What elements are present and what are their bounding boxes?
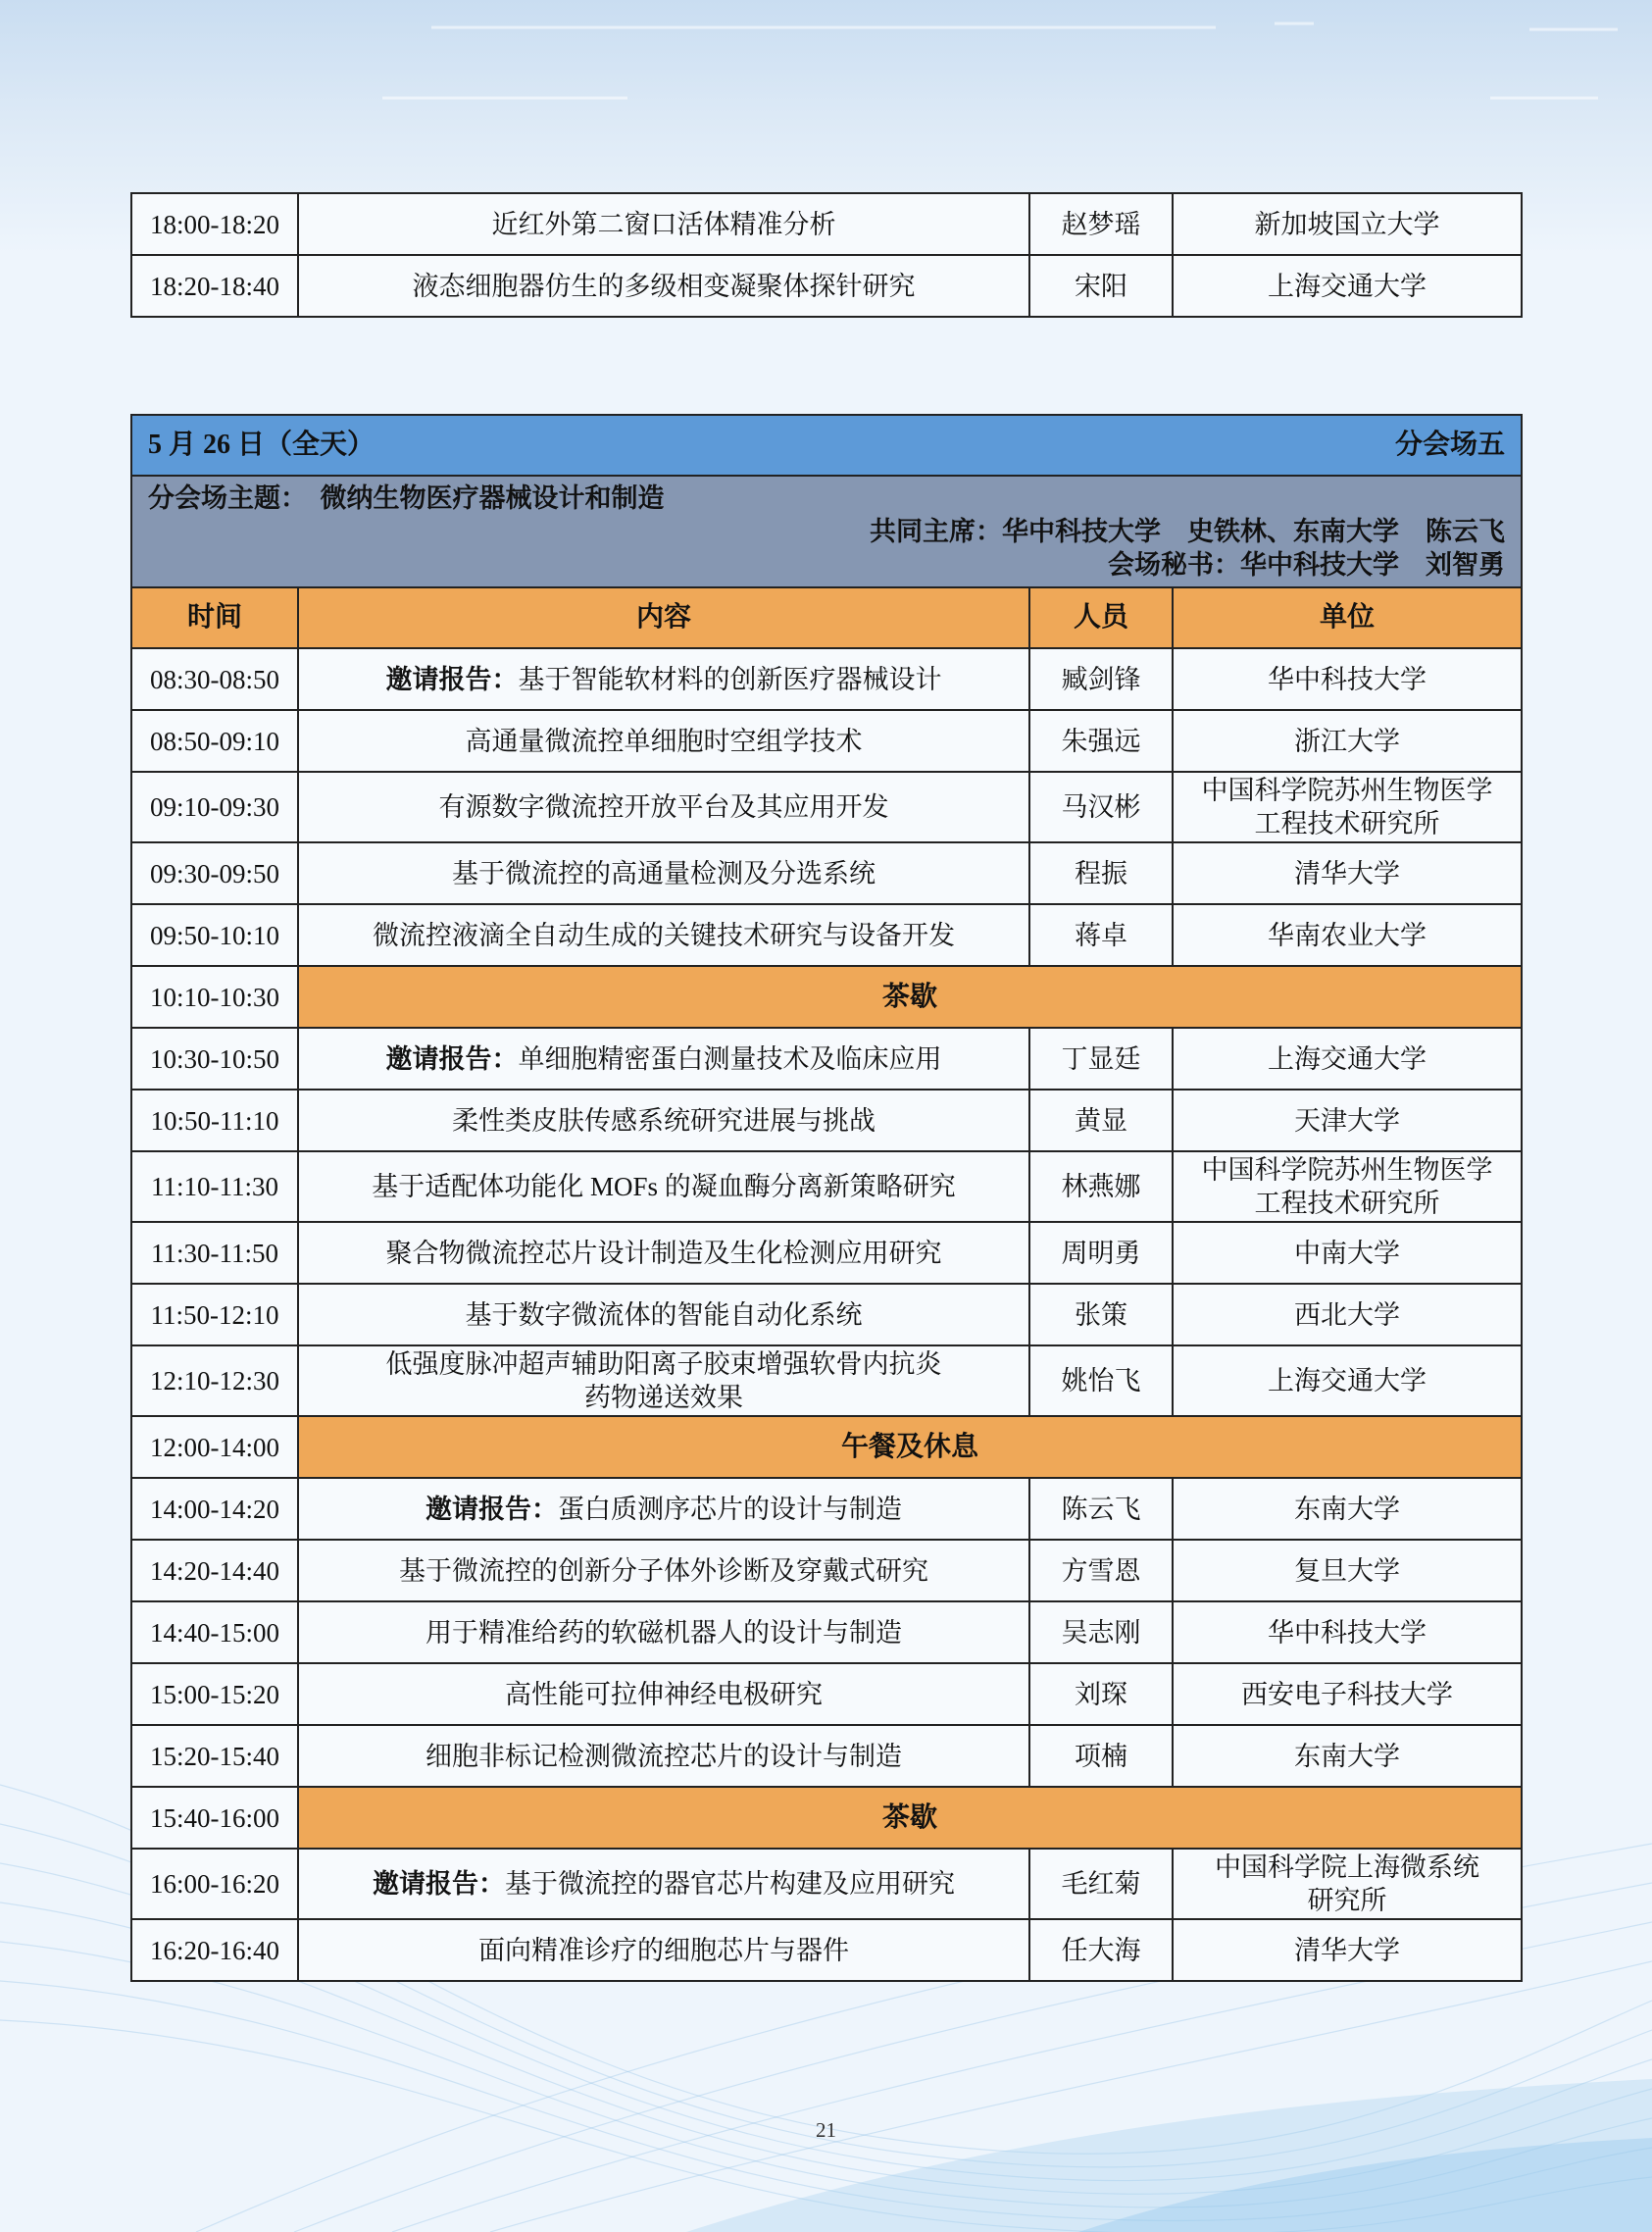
unit-cell: [1173, 1849, 1522, 1919]
unit-cell: [1173, 772, 1522, 842]
table-row: [131, 710, 1522, 772]
time-cell: 09:10-09:30: [131, 772, 298, 842]
content-cell: [298, 1151, 1029, 1222]
unit-text: 上海交通大学: [1268, 271, 1427, 301]
unit-text: 华中科技大学: [1268, 664, 1427, 694]
table-row: [131, 1222, 1522, 1284]
unit-cell: [1173, 1725, 1522, 1787]
content-text: 面向精准诊疗的细胞芯片与器件: [478, 1935, 849, 1965]
content-cell: [298, 1222, 1029, 1284]
content-cell: [298, 193, 1029, 255]
unit-line: 中国科学院苏州生物医学: [1201, 1155, 1493, 1185]
unit-cell: [1173, 904, 1522, 966]
unit-line: 中国科学院上海微系统: [1215, 1852, 1480, 1882]
content-text: 单细胞精密蛋白测量技术及临床应用: [518, 1043, 942, 1074]
content-text: 聚合物微流控芯片设计制造及生化检测应用研究: [385, 1238, 942, 1268]
invited-label: 邀请报告：: [385, 1043, 519, 1074]
content-text: 蛋白质测序芯片的设计与制造: [558, 1494, 902, 1524]
column-header-person: 人员: [1029, 587, 1173, 648]
unit-line: 工程技术研究所: [1254, 809, 1440, 838]
unit-cell: [1173, 1222, 1522, 1284]
content-text: 基于数字微流体的智能自动化系统: [465, 1299, 863, 1330]
person-cell: 蒋卓: [1029, 904, 1173, 966]
person-cell: 项楠: [1029, 1725, 1173, 1787]
content-cell: [298, 1663, 1029, 1725]
content-line: 低强度脉冲超声辅助阳离子胶束增强软骨内抗炎: [385, 1349, 942, 1379]
person-cell: 程振: [1029, 842, 1173, 904]
content-cell: [298, 1028, 1029, 1090]
content-text: 微流控液滴全自动生成的关键技术研究与设备开发: [373, 920, 955, 950]
unit-text: 西北大学: [1294, 1299, 1401, 1330]
person-cell: 吴志刚: [1029, 1601, 1173, 1663]
unit-cell: [1173, 1345, 1522, 1416]
time-cell: 15:00-15:20: [131, 1663, 298, 1725]
content-cell: [298, 648, 1029, 710]
time-cell: 11:50-12:10: [131, 1284, 298, 1345]
unit-text: 上海交通大学: [1268, 1366, 1427, 1395]
break-label: 午餐及休息: [298, 1416, 1522, 1478]
unit-text: 华中科技大学: [1268, 1617, 1427, 1648]
unit-text: 复旦大学: [1294, 1555, 1401, 1586]
table-row: [131, 1028, 1522, 1090]
content-cell: [298, 710, 1029, 772]
time-cell: 16:00-16:20: [131, 1849, 298, 1919]
content-cell: [298, 1284, 1029, 1345]
content-cell: [298, 1540, 1029, 1601]
session-venue: 分会场五: [1395, 430, 1506, 460]
unit-cell: [1173, 1028, 1522, 1090]
session-secretary: 会场秘书：华中科技大学 刘智勇: [1108, 550, 1506, 580]
content-cell: [298, 1478, 1029, 1540]
unit-cell: [1173, 1284, 1522, 1345]
table-row: [131, 1540, 1522, 1601]
unit-text: 华南农业大学: [1268, 920, 1427, 950]
content-text: 有源数字微流控开放平台及其应用开发: [438, 792, 889, 822]
invited-label: 邀请报告：: [385, 664, 519, 694]
table-row: [131, 1478, 1522, 1540]
invited-label: 邀请报告：: [426, 1494, 558, 1524]
content-cell: [298, 1725, 1029, 1787]
time-cell: 14:20-14:40: [131, 1540, 298, 1601]
content-cell: [298, 772, 1029, 842]
unit-cell: [1173, 710, 1522, 772]
unit-cell: [1173, 1663, 1522, 1725]
unit-cell: [1173, 193, 1522, 255]
table-row: [131, 1151, 1522, 1222]
content-text: 液态细胞器仿生的多级相变凝聚体探针研究: [412, 271, 916, 301]
time-cell: 08:50-09:10: [131, 710, 298, 772]
time-cell: 18:00-18:20: [131, 193, 298, 255]
content-text: 柔性类皮肤传感系统研究进展与挑战: [452, 1105, 876, 1136]
content-cell: [298, 904, 1029, 966]
unit-text: 浙江大学: [1294, 726, 1401, 756]
break-label: 茶歇: [298, 1787, 1522, 1849]
person-cell: 任大海: [1029, 1919, 1173, 1981]
table-row: [131, 1725, 1522, 1787]
session-theme-label: 分会场主题：: [148, 483, 294, 513]
unit-cell: [1173, 1478, 1522, 1540]
content-text: 高性能可拉伸神经电极研究: [505, 1679, 823, 1709]
time-cell: 14:00-14:20: [131, 1478, 298, 1540]
session-theme: [148, 482, 1505, 515]
content-text: 基于智能软材料的创新医疗器械设计: [518, 664, 942, 694]
time-cell: 10:30-10:50: [131, 1028, 298, 1090]
session-header-row: [131, 415, 1522, 476]
person-cell: 方雪恩: [1029, 1540, 1173, 1601]
content-text: 基于微流控的创新分子体外诊断及穿戴式研究: [399, 1555, 928, 1586]
page-number: 21: [816, 2118, 836, 2142]
time-cell: 08:30-08:50: [131, 648, 298, 710]
unit-cell: [1173, 1540, 1522, 1601]
person-cell: 陈云飞: [1029, 1478, 1173, 1540]
unit-text: 清华大学: [1294, 858, 1401, 888]
table-row: [131, 1284, 1522, 1345]
content-text: 高通量微流控单细胞时空组学技术: [465, 726, 863, 756]
content-text: 用于精准给药的软磁机器人的设计与制造: [426, 1617, 902, 1648]
content-cell: [298, 1345, 1029, 1416]
unit-text: 新加坡国立大学: [1254, 209, 1440, 239]
person-cell: 朱强远: [1029, 710, 1173, 772]
content-cell: [298, 1849, 1029, 1919]
unit-cell: [1173, 1151, 1522, 1222]
unit-text: 西安电子科技大学: [1241, 1679, 1454, 1709]
table-row: [131, 1663, 1522, 1725]
unit-text: 东南大学: [1294, 1494, 1401, 1524]
table-row: [131, 904, 1522, 966]
content-cell: [298, 1090, 1029, 1151]
content-text: 基于微流控的器官芯片构建及应用研究: [505, 1869, 955, 1899]
time-cell: 12:00-14:00: [131, 1416, 298, 1478]
unit-text: 清华大学: [1294, 1935, 1401, 1965]
session-chairs: 共同主席：华中科技大学 史铁林、东南大学 陈云飞: [870, 517, 1506, 546]
time-cell: 10:50-11:10: [131, 1090, 298, 1151]
content-text: 细胞非标记检测微流控芯片的设计与制造: [426, 1741, 902, 1771]
session-info-row: [131, 476, 1522, 587]
person-cell: 周明勇: [1029, 1222, 1173, 1284]
invited-label: 邀请报告：: [373, 1869, 505, 1899]
person-cell: 毛红菊: [1029, 1849, 1173, 1919]
content-line: 药物递送效果: [584, 1383, 743, 1412]
unit-text: 中南大学: [1294, 1238, 1401, 1268]
content-text: 近红外第二窗口活体精准分析: [491, 209, 836, 239]
table-row: [131, 772, 1522, 842]
column-header-row: [131, 587, 1522, 648]
person-cell: 臧剑锋: [1029, 648, 1173, 710]
person-cell: 姚怡飞: [1029, 1345, 1173, 1416]
unit-cell: [1173, 255, 1522, 317]
person-cell: 刘琛: [1029, 1663, 1173, 1725]
time-cell: 14:40-15:00: [131, 1601, 298, 1663]
time-cell: 12:10-12:30: [131, 1345, 298, 1416]
unit-cell: [1173, 842, 1522, 904]
unit-text: 上海交通大学: [1268, 1043, 1427, 1074]
column-header-content: 内容: [298, 587, 1029, 648]
person-cell: 宋阳: [1029, 255, 1173, 317]
table-row: [131, 1849, 1522, 1919]
content-cell: [298, 1601, 1029, 1663]
table-row: [131, 255, 1522, 317]
person-cell: 赵梦瑶: [1029, 193, 1173, 255]
person-cell: 张策: [1029, 1284, 1173, 1345]
break-row: [131, 966, 1522, 1028]
person-cell: 丁显廷: [1029, 1028, 1173, 1090]
unit-line: 中国科学院苏州生物医学: [1201, 776, 1493, 805]
content-text: 基于适配体功能化 MOFs 的凝血酶分离新策略研究: [372, 1172, 956, 1201]
unit-cell: [1173, 1601, 1522, 1663]
break-label: 茶歇: [298, 966, 1522, 1028]
session-date: 5 月 26 日（全天）: [148, 430, 375, 460]
break-row: [131, 1416, 1522, 1478]
time-cell: 10:10-10:30: [131, 966, 298, 1028]
table-row: [131, 842, 1522, 904]
table-row: [131, 1919, 1522, 1981]
person-cell: 林燕娜: [1029, 1151, 1173, 1222]
break-row: [131, 1787, 1522, 1849]
previous-session-table: [130, 192, 1523, 318]
session-theme-value: 微纳生物医疗器械设计和制造: [320, 483, 665, 513]
time-cell: 09:30-09:50: [131, 842, 298, 904]
time-cell: 15:40-16:00: [131, 1787, 298, 1849]
unit-cell: [1173, 648, 1522, 710]
time-cell: 11:10-11:30: [131, 1151, 298, 1222]
content-cell: [298, 842, 1029, 904]
time-cell: 11:30-11:50: [131, 1222, 298, 1284]
table-row: [131, 1090, 1522, 1151]
table-row: [131, 648, 1522, 710]
unit-cell: [1173, 1090, 1522, 1151]
time-cell: 09:50-10:10: [131, 904, 298, 966]
table-row: [131, 1345, 1522, 1416]
unit-line: 研究所: [1307, 1886, 1387, 1915]
content-cell: [298, 1919, 1029, 1981]
time-cell: 18:20-18:40: [131, 255, 298, 317]
unit-line: 工程技术研究所: [1254, 1189, 1440, 1218]
person-cell: 黄显: [1029, 1090, 1173, 1151]
time-cell: 15:20-15:40: [131, 1725, 298, 1787]
unit-text: 东南大学: [1294, 1741, 1401, 1771]
time-cell: 16:20-16:40: [131, 1919, 298, 1981]
content-cell: [298, 255, 1029, 317]
person-cell: 马汉彬: [1029, 772, 1173, 842]
column-header-unit: 单位: [1173, 587, 1522, 648]
unit-text: 天津大学: [1294, 1105, 1401, 1136]
column-header-time: 时间: [131, 587, 298, 648]
content-text: 基于微流控的高通量检测及分选系统: [452, 858, 876, 888]
table-row: [131, 193, 1522, 255]
session-table: [130, 414, 1523, 1982]
unit-cell: [1173, 1919, 1522, 1981]
table-row: [131, 1601, 1522, 1663]
